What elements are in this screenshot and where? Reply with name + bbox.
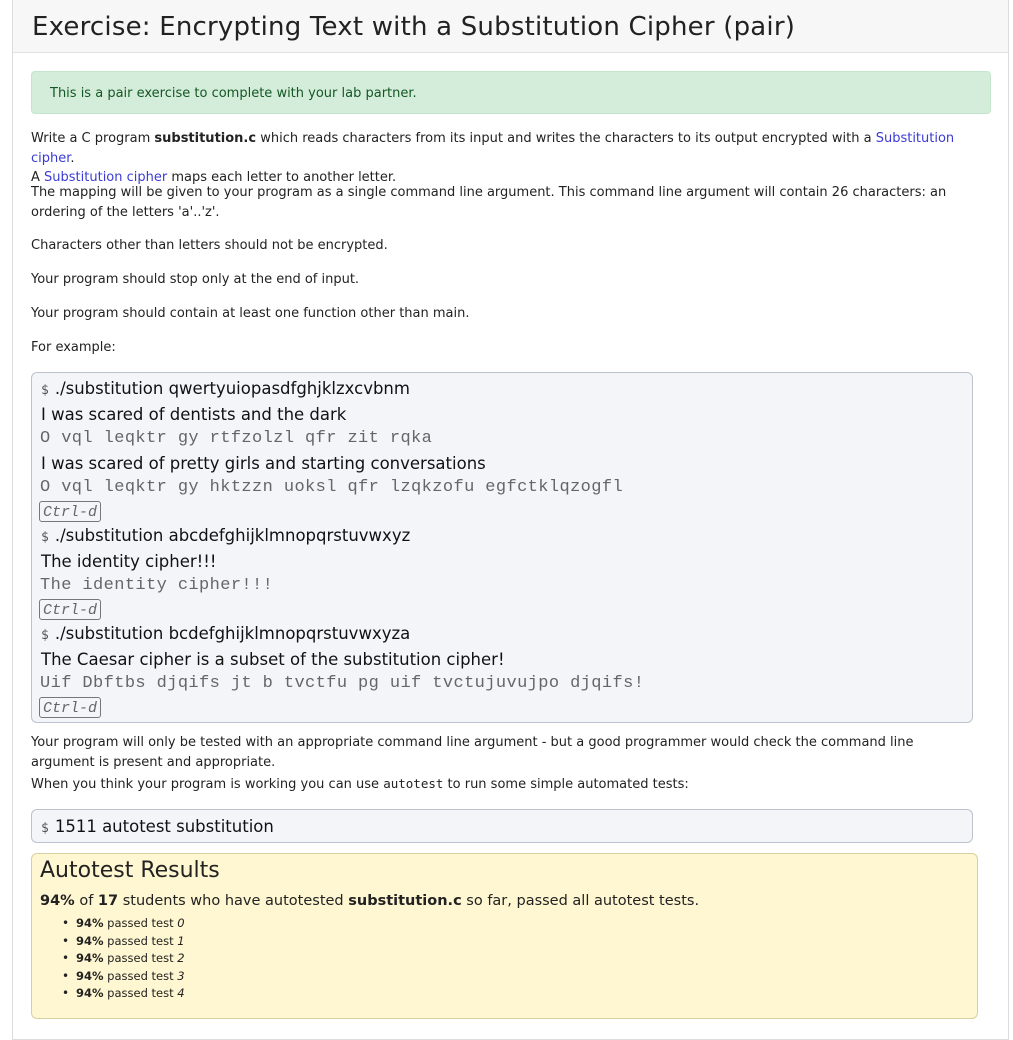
terminal-input: The identity cipher!!! [41,552,217,571]
mapping-paragraph: The mapping will be given to your program as a single command line argument. This command line argument will contain 26 characters: an ordering of the letters 'a'..'z'. [31,185,947,220]
command-text: ./substitution qwertyuiopasdfghjklzxcvbnm [54,379,410,398]
autotest-code: autotest [383,776,444,791]
test-number: 2 [177,951,185,966]
test-percent: 94% [76,986,104,1001]
test-percent: 94% [76,968,104,983]
card-header [13,0,1008,53]
test-number: 4 [177,986,185,1001]
terminal-output: Uif Dbftbs djqifs jt b tvctfu pg uif tvctujuvujpo djqifs! [40,674,645,693]
test-percent: 94% [76,933,104,948]
intro-text: which reads characters from its input and writes the characters to its output encrypted with a [256,131,876,146]
ctrl-d-key: Ctrl-d [39,501,101,522]
test-percent: 94% [76,951,104,966]
intro-paragraph [31,129,991,188]
test-result-item [40,968,185,986]
autotest-command [41,817,274,836]
command-text: 1511 autotest substitution [54,817,274,836]
prompt-symbol: $ [41,530,49,545]
results-title: Autotest Results [40,858,220,883]
function-paragraph: Your program should contain at least one function other than main. [31,306,470,321]
test-label: passed test [103,986,178,1001]
terminal-input: I was scared of dentists and the dark [41,405,347,424]
terminal-command [41,379,410,398]
intro-text: Write a C program [31,131,155,146]
terminal-command [41,624,410,643]
example-label: For example: [31,340,116,355]
pass-percent: 94% [40,893,75,909]
test-label: passed test [103,933,178,948]
intro-text: maps each letter to another letter. [167,170,397,185]
terminal-input: The Caesar cipher is a subset of the substitution cipher! [41,650,505,669]
substitution-cipher-link[interactable]: Substitution cipher [31,131,955,166]
prompt-symbol: $ [41,821,49,836]
autotest-text: When you think your program is working you can use [31,777,384,792]
autotest-paragraph [31,774,981,795]
summary-text: so far, passed all autotest tests. [461,893,700,909]
test-result-item [40,915,185,933]
autotest-command-box [31,809,973,843]
command-text: ./substitution abcdefghijklmnopqrstuvwxyz [54,526,411,545]
student-count: 17 [97,893,119,909]
example-terminal [31,372,973,723]
test-label: passed test [103,968,178,983]
filename: substitution.c [154,131,257,146]
page-title: Exercise: Encrypting Text with a Substitution Cipher (pair) [32,12,796,42]
prompt-symbol: $ [41,383,49,398]
non-letters-paragraph: Characters other than letters should not be encrypted. [31,238,388,253]
terminal-input: I was scared of pretty girls and starting conversations [41,454,486,473]
test-number: 0 [177,916,185,930]
test-number: 1 [177,933,185,948]
test-result-item [40,985,185,1003]
autotest-text: to run some simple automated tests: [443,777,689,792]
test-label: passed test [103,916,178,930]
summary-text: students who have autotested [118,893,349,909]
substitution-cipher-link-2[interactable]: Substitution cipher [44,170,168,185]
summary-text: of [74,893,98,909]
terminal-output: O vql leqktr gy rtfzolzl qfr zit rqka [40,429,433,448]
test-number: 3 [177,968,185,983]
terminal-output: The identity cipher!!! [40,576,274,595]
pair-exercise-alert [31,71,991,114]
filename: substitution.c [348,893,462,909]
testing-note-paragraph: Your program will only be tested with an appropriate command line argument - but a good programmer would check the command line argument is present and appropriate. [31,735,914,770]
test-results-list [40,915,185,1003]
terminal-output: O vql leqktr gy hktzzn uoksl qfr lzqkzofu egfctklqzogfl [40,478,624,497]
prompt-symbol: $ [41,628,49,643]
ctrl-d-key: Ctrl-d [39,599,101,620]
test-result-item [40,933,185,951]
alert-text: This is a pair exercise to complete with your lab partner. [50,86,417,101]
results-summary [40,893,699,909]
test-result-item [40,950,185,968]
test-percent: 94% [76,916,104,930]
test-label: passed test [103,951,178,966]
terminal-command [41,526,410,545]
stop-paragraph: Your program should stop only at the end of input. [31,272,360,287]
ctrl-d-key: Ctrl-d [39,697,101,718]
autotest-results [31,853,978,1019]
intro-text: A [31,170,45,185]
intro-text: . [70,150,75,166]
command-text: ./substitution bcdefghijklmnopqrstuvwxyza [54,624,411,643]
